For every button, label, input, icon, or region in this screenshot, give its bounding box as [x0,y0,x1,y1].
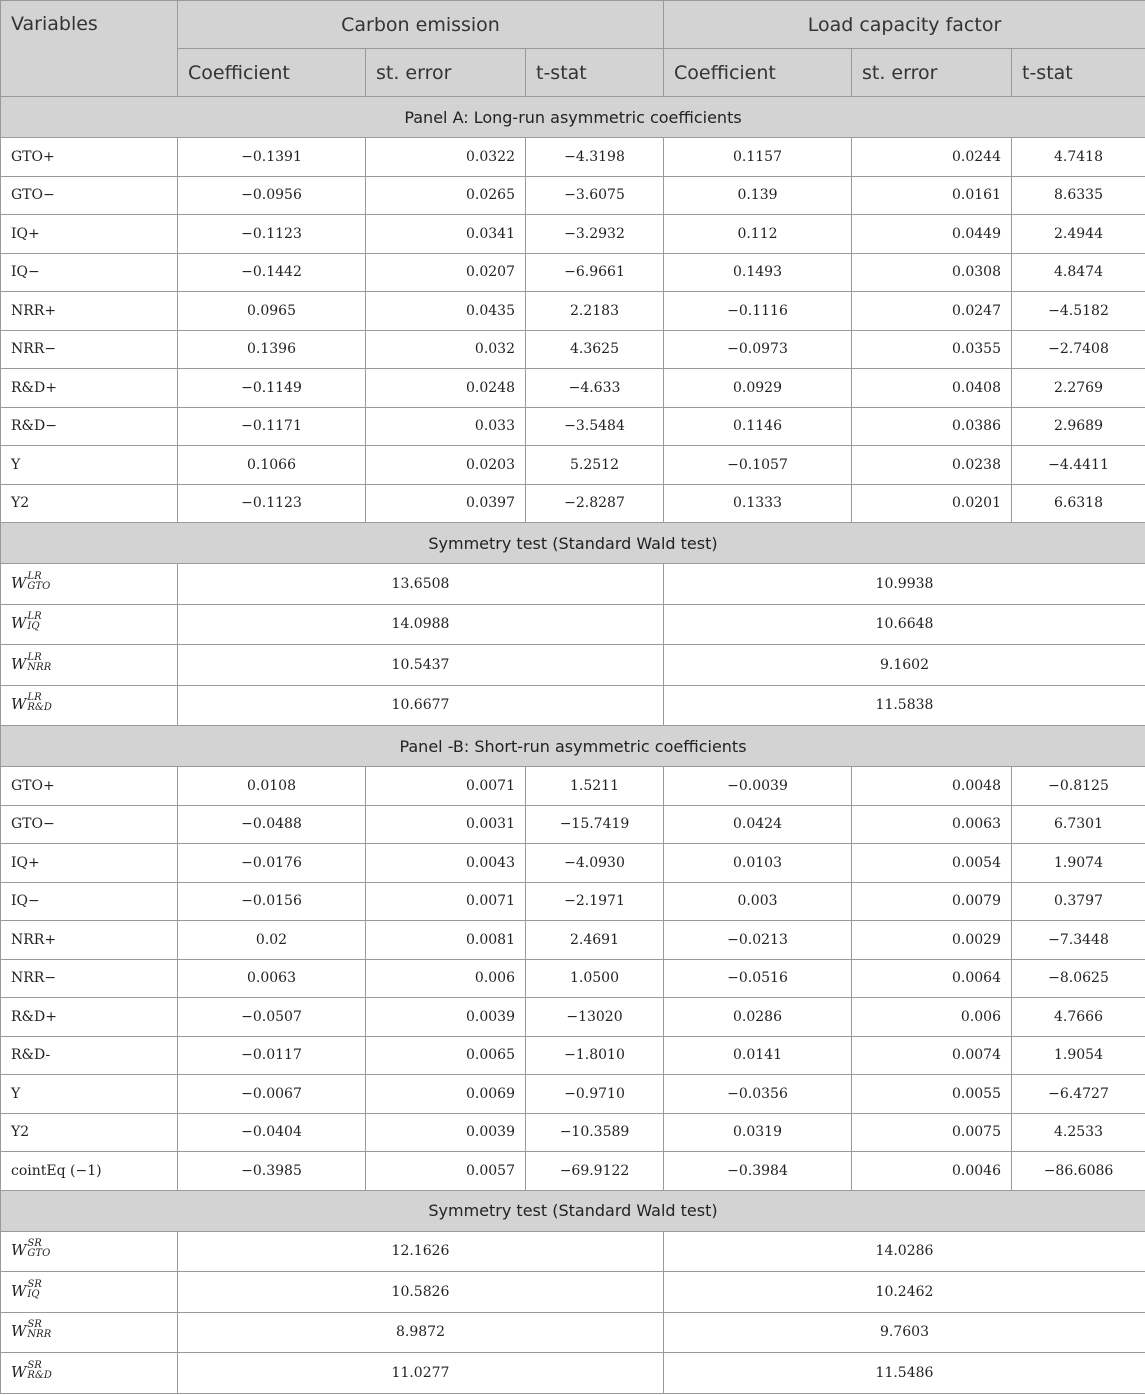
panel-a-symmetry-title-label: Symmetry test (Standard Wald test) [1,523,1145,564]
lcf-st-error-cell: 0.0386 [852,407,1012,446]
lcf-st-error-cell: 0.0029 [852,921,1012,960]
lcf-coefficient-cell: 0.0929 [664,369,852,408]
lcf-coefficient-cell: −0.0213 [664,921,852,960]
ce-coefficient-cell: 0.02 [178,921,366,960]
panel-b-symmetry-title [1,1190,1145,1231]
ce-t-stat-cell: −13020 [526,998,664,1037]
wald-symbol [11,1359,52,1381]
ce-t-stat-cell: 2.4691 [526,921,664,960]
lcf-coefficient-cell: 0.003 [664,882,852,921]
ce-t-stat-cell: −10.3589 [526,1113,664,1152]
ce-st-error-cell: 0.0341 [366,215,526,254]
wald-symbol [11,570,51,592]
ce-coefficient-cell: −0.1123 [178,484,366,523]
ce-st-error-cell: 0.0081 [366,921,526,960]
ce-st-error-cell: 0.0071 [366,767,526,806]
lcf-coefficient-cell: −0.0356 [664,1075,852,1114]
ce-t-stat-cell: −2.8287 [526,484,664,523]
wald-statistic-label [1,1272,178,1313]
wald-superscript: LR [27,692,42,704]
ce-coefficient-cell: −0.0956 [178,176,366,215]
ce-wald-value: 12.1626 [178,1231,664,1272]
lcf-coefficient-cell: 0.1157 [664,138,852,177]
lcf-t-stat-cell: −86.6086 [1012,1152,1145,1191]
ce-t-stat-cell: 5.2512 [526,446,664,485]
wald-superscript: LR [27,570,42,582]
ce-coefficient-cell: −0.1171 [178,407,366,446]
wald-row [1,1231,1145,1272]
ce-st-error-cell: 0.0207 [366,253,526,292]
variable-cell: NRR− [1,330,178,369]
lcf-t-stat-cell: −7.3448 [1012,921,1145,960]
ce-t-stat-cell: −6.9661 [526,253,664,292]
lcf-coefficient-cell: −0.1116 [664,292,852,331]
table-row [1,959,1145,998]
variable-cell: GTO− [1,805,178,844]
lcf-t-stat-cell: 4.8474 [1012,253,1145,292]
lcf-t-stat-cell: −6.4727 [1012,1075,1145,1114]
lcf-st-error-cell: 0.0055 [852,1075,1012,1114]
lcf-st-error-cell: 0.006 [852,998,1012,1037]
ce-t-stat-cell: 2.2183 [526,292,664,331]
ce-st-error-cell: 0.0069 [366,1075,526,1114]
lcf-coefficient-cell: −0.0039 [664,767,852,806]
lcf-wald-value: 9.1602 [664,645,1145,686]
ce-wald-value: 10.5437 [178,645,664,686]
wald-superscript: SR [27,1238,42,1250]
table-row [1,882,1145,921]
lcf-st-error-cell: 0.0064 [852,959,1012,998]
wald-symbol [11,1278,42,1300]
lcf-t-stat-cell: 4.7666 [1012,998,1145,1037]
ce-coefficient-cell: −0.1123 [178,215,366,254]
ce-st-error-cell: 0.0043 [366,844,526,883]
wald-statistic-label [1,1353,178,1394]
table-row [1,138,1145,177]
ce-coefficient-cell: −0.0176 [178,844,366,883]
wald-superscript: SR [27,1319,42,1331]
lcf-st-error-cell: 0.0048 [852,767,1012,806]
ce-st-error-cell: 0.0435 [366,292,526,331]
lcf-st-error-cell: 0.0308 [852,253,1012,292]
ce-t-stat-cell: −69.9122 [526,1152,664,1191]
variable-cell: IQ+ [1,844,178,883]
wald-superscript: SR [27,1278,42,1290]
wald-superscript: LR [27,651,42,663]
table-row [1,767,1145,806]
lcf-st-error-cell: 0.0075 [852,1113,1012,1152]
lcf-st-error-cell: 0.0046 [852,1152,1012,1191]
lcf-t-stat-cell: 0.3797 [1012,882,1145,921]
lcf-t-stat-cell: −8.0625 [1012,959,1145,998]
ce-coefficient-cell: −0.0117 [178,1036,366,1075]
ce-coefficient-cell: −0.3985 [178,1152,366,1191]
wald-symbol [11,651,52,673]
variable-cell: R&D+ [1,369,178,408]
ce-coefficient-cell: 0.0965 [178,292,366,331]
carbon-emission-header: Carbon emission [178,1,664,49]
wald-subscript: IQ [27,1288,40,1300]
ce-coefficient-cell: 0.0108 [178,767,366,806]
variable-cell: NRR+ [1,292,178,331]
wald-symbol [11,1319,52,1341]
panel-b-title [1,726,1145,767]
wald-base: W [11,1241,27,1260]
lcf-coefficient-cell: 0.0424 [664,805,852,844]
ce-st-error-cell: 0.0057 [366,1152,526,1191]
wald-symbol [11,611,42,633]
table-row [1,1113,1145,1152]
lcf-st-error-cell: 0.0063 [852,805,1012,844]
table-row [1,998,1145,1037]
ce-wald-value: 10.5826 [178,1272,664,1313]
lcf-wald-value: 10.2462 [664,1272,1145,1313]
table-row [1,215,1145,254]
lcf-t-stat-cell: 2.9689 [1012,407,1145,446]
ce-st-error-cell: 0.0397 [366,484,526,523]
ce-t-stat-cell: 1.5211 [526,767,664,806]
wald-symbol [11,1238,51,1260]
variable-cell: Y [1,1075,178,1114]
wald-base: W [11,695,27,714]
lcf-wald-value: 10.9938 [664,564,1145,605]
table-row [1,805,1145,844]
lcf-wald-value: 9.7603 [664,1312,1145,1353]
lcf-st-error-cell: 0.0238 [852,446,1012,485]
variable-cell: IQ− [1,882,178,921]
wald-subscript: NRR [27,661,52,673]
ce-st-error-cell: 0.0071 [366,882,526,921]
table-row [1,484,1145,523]
table-row [1,330,1145,369]
ce-st-error-cell: 0.0039 [366,1113,526,1152]
wald-subscript: IQ [27,621,40,633]
lcf-st-error-cell: 0.0201 [852,484,1012,523]
lcf-coefficient-cell: 0.1493 [664,253,852,292]
lcf-coefficient-cell: −0.0516 [664,959,852,998]
table-row [1,1036,1145,1075]
variables-header: Variables [1,1,178,97]
table-row [1,1075,1145,1114]
wald-base: W [11,573,27,592]
ce-wald-value: 11.0277 [178,1353,664,1394]
ce-t-stat-cell: −3.6075 [526,176,664,215]
wald-subscript: GTO [27,580,51,592]
ce-st-error-header: st. error [366,49,526,97]
lcf-coefficient-cell: −0.1057 [664,446,852,485]
lcf-t-stat-cell: 1.9074 [1012,844,1145,883]
wald-superscript: LR [27,611,42,623]
variable-cell: GTO− [1,176,178,215]
lcf-st-error-cell: 0.0449 [852,215,1012,254]
lcf-t-stat-cell: −4.4411 [1012,446,1145,485]
wald-statistic-label [1,685,178,726]
variable-cell: NRR+ [1,921,178,960]
ce-coefficient-cell: −0.0507 [178,998,366,1037]
ce-coefficient-cell: −0.0156 [178,882,366,921]
lcf-wald-value: 14.0286 [664,1231,1145,1272]
ce-st-error-cell: 0.006 [366,959,526,998]
lcf-st-error-cell: 0.0355 [852,330,1012,369]
lcf-t-stat-cell: 2.4944 [1012,215,1145,254]
lcf-t-stat-header: t-stat [1012,49,1145,97]
lcf-st-error-cell: 0.0161 [852,176,1012,215]
ce-wald-value: 10.6677 [178,685,664,726]
panel-a-title-label: Panel A: Long-run asymmetric coefficients [1,97,1145,138]
load-capacity-factor-header: Load capacity factor [664,1,1145,49]
ce-st-error-cell: 0.0031 [366,805,526,844]
wald-row [1,1272,1145,1313]
table-row [1,407,1145,446]
ce-t-stat-cell: −4.3198 [526,138,664,177]
variable-cell: IQ− [1,253,178,292]
table-row [1,1152,1145,1191]
table-row [1,253,1145,292]
variable-cell: R&D− [1,407,178,446]
ce-coefficient-cell: −0.0404 [178,1113,366,1152]
ce-coefficient-cell: −0.1149 [178,369,366,408]
ce-t-stat-cell: −3.2932 [526,215,664,254]
ce-t-stat-cell: 4.3625 [526,330,664,369]
lcf-coefficient-cell: −0.0973 [664,330,852,369]
ce-coefficient-cell: −0.1442 [178,253,366,292]
ce-t-stat-cell: −4.0930 [526,844,664,883]
ce-st-error-cell: 0.0248 [366,369,526,408]
ce-t-stat-cell: −1.8010 [526,1036,664,1075]
wald-base: W [11,1322,27,1341]
lcf-coefficient-cell: 0.112 [664,215,852,254]
ce-st-error-cell: 0.032 [366,330,526,369]
ce-coefficient-cell: −0.0067 [178,1075,366,1114]
lcf-st-error-cell: 0.0408 [852,369,1012,408]
table-row [1,844,1145,883]
wald-statistic-label [1,1231,178,1272]
lcf-t-stat-cell: −2.7408 [1012,330,1145,369]
wald-statistic-label [1,604,178,645]
wald-row [1,685,1145,726]
lcf-coefficient-cell: 0.0319 [664,1113,852,1152]
table-row [1,369,1145,408]
table-row [1,176,1145,215]
variable-cell: GTO+ [1,138,178,177]
wald-row [1,604,1145,645]
wald-statistic-label [1,645,178,686]
variable-cell: cointEq (−1) [1,1152,178,1191]
variable-cell: NRR− [1,959,178,998]
lcf-coefficient-cell: 0.0286 [664,998,852,1037]
ce-st-error-cell: 0.0203 [366,446,526,485]
variable-cell: GTO+ [1,767,178,806]
wald-row [1,1353,1145,1394]
ce-wald-value: 13.6508 [178,564,664,605]
wald-row [1,1312,1145,1353]
wald-symbol [11,692,52,714]
lcf-coefficient-cell: 0.1146 [664,407,852,446]
ce-st-error-cell: 0.0065 [366,1036,526,1075]
wald-superscript: SR [27,1359,42,1371]
lcf-t-stat-cell: 6.7301 [1012,805,1145,844]
ce-coefficient-header: Coefficient [178,49,366,97]
lcf-wald-value: 11.5486 [664,1353,1145,1394]
wald-row [1,645,1145,686]
lcf-st-error-header: st. error [852,49,1012,97]
panel-a-symmetry-title [1,523,1145,564]
variable-cell: R&D+ [1,998,178,1037]
wald-subscript: GTO [27,1248,51,1260]
ce-coefficient-cell: 0.0063 [178,959,366,998]
ce-coefficient-cell: 0.1066 [178,446,366,485]
variable-cell: R&D- [1,1036,178,1075]
variable-cell: Y [1,446,178,485]
ce-st-error-cell: 0.0322 [366,138,526,177]
lcf-coefficient-cell: −0.3984 [664,1152,852,1191]
wald-base: W [11,1281,27,1300]
lcf-st-error-cell: 0.0247 [852,292,1012,331]
lcf-t-stat-cell: 2.2769 [1012,369,1145,408]
variable-cell: Y2 [1,1113,178,1152]
ce-t-stat-header: t-stat [526,49,664,97]
ce-coefficient-cell: 0.1396 [178,330,366,369]
lcf-coefficient-cell: 0.0141 [664,1036,852,1075]
wald-base: W [11,1362,27,1381]
ce-t-stat-cell: −3.5484 [526,407,664,446]
wald-statistic-label [1,564,178,605]
wald-subscript: NRR [27,1329,52,1341]
ce-wald-value: 8.9872 [178,1312,664,1353]
lcf-t-stat-cell: −4.5182 [1012,292,1145,331]
lcf-st-error-cell: 0.0054 [852,844,1012,883]
table-row [1,292,1145,331]
lcf-coefficient-cell: 0.1333 [664,484,852,523]
wald-row [1,564,1145,605]
lcf-coefficient-cell: 0.139 [664,176,852,215]
lcf-t-stat-cell: 1.9054 [1012,1036,1145,1075]
ce-t-stat-cell: 1.0500 [526,959,664,998]
lcf-st-error-cell: 0.0079 [852,882,1012,921]
lcf-t-stat-cell: 6.6318 [1012,484,1145,523]
lcf-t-stat-cell: 8.6335 [1012,176,1145,215]
wald-subscript: R&D [27,702,52,714]
ce-coefficient-cell: −0.0488 [178,805,366,844]
lcf-t-stat-cell: −0.8125 [1012,767,1145,806]
header-row-groups [1,1,1145,49]
lcf-coefficient-header: Coefficient [664,49,852,97]
ce-st-error-cell: 0.033 [366,407,526,446]
table-body [1,97,1145,1394]
table-row [1,921,1145,960]
ce-t-stat-cell: −4.633 [526,369,664,408]
variable-cell: Y2 [1,484,178,523]
lcf-t-stat-cell: 4.2533 [1012,1113,1145,1152]
lcf-coefficient-cell: 0.0103 [664,844,852,883]
lcf-st-error-cell: 0.0244 [852,138,1012,177]
lcf-t-stat-cell: 4.7418 [1012,138,1145,177]
ce-st-error-cell: 0.0265 [366,176,526,215]
wald-base: W [11,614,27,633]
ce-coefficient-cell: −0.1391 [178,138,366,177]
panel-b-symmetry-title-label: Symmetry test (Standard Wald test) [1,1190,1145,1231]
ce-t-stat-cell: −15.7419 [526,805,664,844]
ce-t-stat-cell: −0.9710 [526,1075,664,1114]
ce-wald-value: 14.0988 [178,604,664,645]
wald-subscript: R&D [27,1369,52,1381]
ce-t-stat-cell: −2.1971 [526,882,664,921]
lcf-st-error-cell: 0.0074 [852,1036,1012,1075]
wald-statistic-label [1,1312,178,1353]
panel-b-title-label: Panel -B: Short-run asymmetric coefficients [1,726,1145,767]
wald-base: W [11,654,27,673]
table-row [1,446,1145,485]
panel-a-title [1,97,1145,138]
lcf-wald-value: 11.5838 [664,685,1145,726]
lcf-wald-value: 10.6648 [664,604,1145,645]
variable-cell: IQ+ [1,215,178,254]
ce-st-error-cell: 0.0039 [366,998,526,1037]
